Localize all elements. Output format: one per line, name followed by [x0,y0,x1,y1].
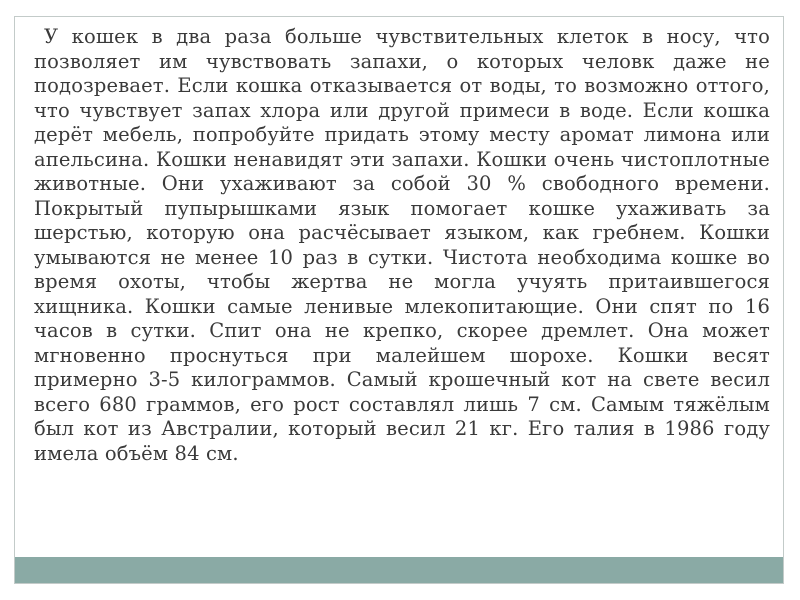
bottom-accent-bar [15,557,783,583]
slide [14,16,784,584]
body-text: У кошек в два раза больше чувствительных клеток в носу, что позволяет им чувствовать запахи, о которых человк даже не подозревает. Если кошка отказывается от воды, то возможно оттого, что чувствует запах хлора или другой примеси в воде. Если кошка дерёт мебель, попробуйте придать этому месту аромат лимона или апельсина. Кошки ненавидят эти запахи. Кошки очень чистоплотные животные. Они ухаживают за собой 30 % свободного времени. Покрытый пупырышками язык помогает кошке ухаживать за шерстью, которую она расчёсывает языком, как гребнем. Кошки умываются не менее 10 раз в сутки. Чистота необходима кошке во время охоты, чтобы жертва не могла учуять притаившегося хищника. Кошки самые ленивые млекопитающие. Они спят по 16 часов в сутки. Спит она не крепко, скорее дремлет. Она может мгновенно проснуться при малейшем шорохе. Кошки весят примерно 3-5 килограммов. Самый крошечный кот на свете весил всего 680 граммов, его рост составлял лишь 7 см. Самым тяжёлым был кот из Австралии, который весил 21 кг. Его талия в 1986 году имела объём 84 см. [34,25,770,465]
